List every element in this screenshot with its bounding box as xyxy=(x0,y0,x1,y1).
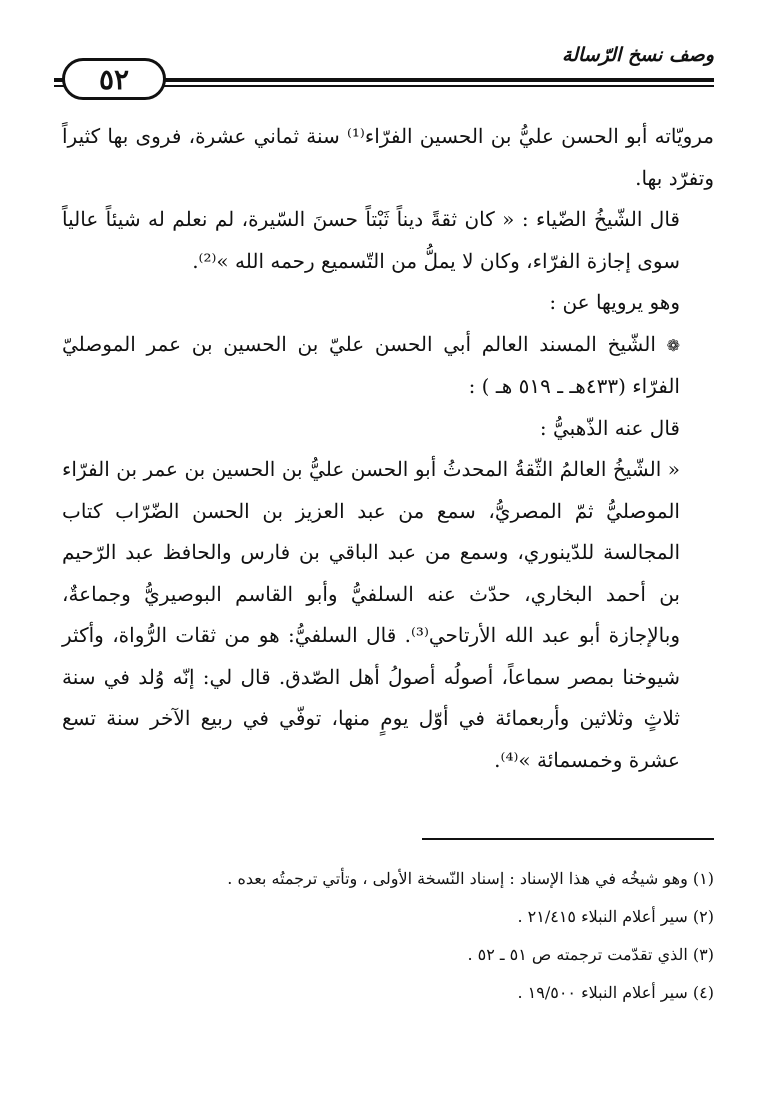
flower-bullet-icon: ❁ xyxy=(666,335,680,355)
page-header xyxy=(54,40,714,100)
page-number: ٥٢ xyxy=(62,58,166,100)
body-text xyxy=(62,116,714,781)
paragraph-5: قال عنه الذّهبيُّ : xyxy=(539,415,680,440)
paragraph-6-quote: « الشّيخُ العالمُ الثّقةُ المحدثُ أبو الحسن عليُّ بن الحسين بن عمر بن الفرّاء الموصليُّ ثمّ المصريُّ، سمع من عبد العزيز بن الحسن الضّرّاب كتاب المجالسة للدّينوري، وسمع من عبد الباقي بن فارس والحافظ عبد الرّحيم بن أحمد البخاري، حدّث عنه السلفيُّ وأبو القاسم البوصيريُّ وجماعةٌ، وبالإجازة أبو عبد الله الأرتاحي⁽³⁾. قال السلفيُّ: هو من ثقات الرُّواة، وأكثر شيوخنا بمصر سماعاً، أصولُه أصولُ أهل الصّدق. قال لي: إنّه وُلد في سنة ثلاثٍ وثلاثين وأربعمائة في أوّل يومٍ منها، توفّي في ربيع الآخر سنة تسع عشرة وخمسمائة »⁽⁴⁾. xyxy=(62,457,680,772)
footnote-1: (١) وهو شيخُه في هذا الإسناد : إسناد النّسخة الأولى ، وتأتي ترجمتُه بعده . xyxy=(227,869,714,888)
footnote-2: (٢) سير أعلام النبلاء ٢١/٤١٥ . xyxy=(517,907,714,926)
footnote-separator xyxy=(422,838,714,840)
footnote-3: (٣) الذي تقدّمت ترجمته ص ٥١ ـ ٥٢ . xyxy=(467,945,714,964)
footnotes xyxy=(62,860,714,1012)
paragraph-1: مرويّاته أبو الحسن عليُّ بن الحسين الفرّاء⁽¹⁾ سنة ثماني عشرة، فروى بها كثيراً وتفرّد بها. xyxy=(62,124,714,190)
paragraph-4-bullet xyxy=(62,324,714,408)
paragraph-4-text: الشّيخ المسند العالم أبي الحسن عليّ بن الحسين بن عمر الموصليّ الفرّاء (٤٣٣هـ ـ ٥١٩ هـ ) : xyxy=(62,331,680,398)
paragraph-3: وهو يرويها عن : xyxy=(549,290,680,314)
running-title: وصف نسخ الرّسالة xyxy=(562,44,714,66)
footnote-4: (٤) سير أعلام النبلاء ١٩/٥٠٠ . xyxy=(517,983,714,1002)
paragraph-2: قال الشّيخُ الضّياء : « كان ثقةً ديناً ثَبْتاً حسنَ السّيرة، لم نعلم له شيئاً عالياً سوى إجازة الفرّاء، وكان لا يملُّ من التّسميع رحمه الله »⁽²⁾. xyxy=(62,207,680,273)
